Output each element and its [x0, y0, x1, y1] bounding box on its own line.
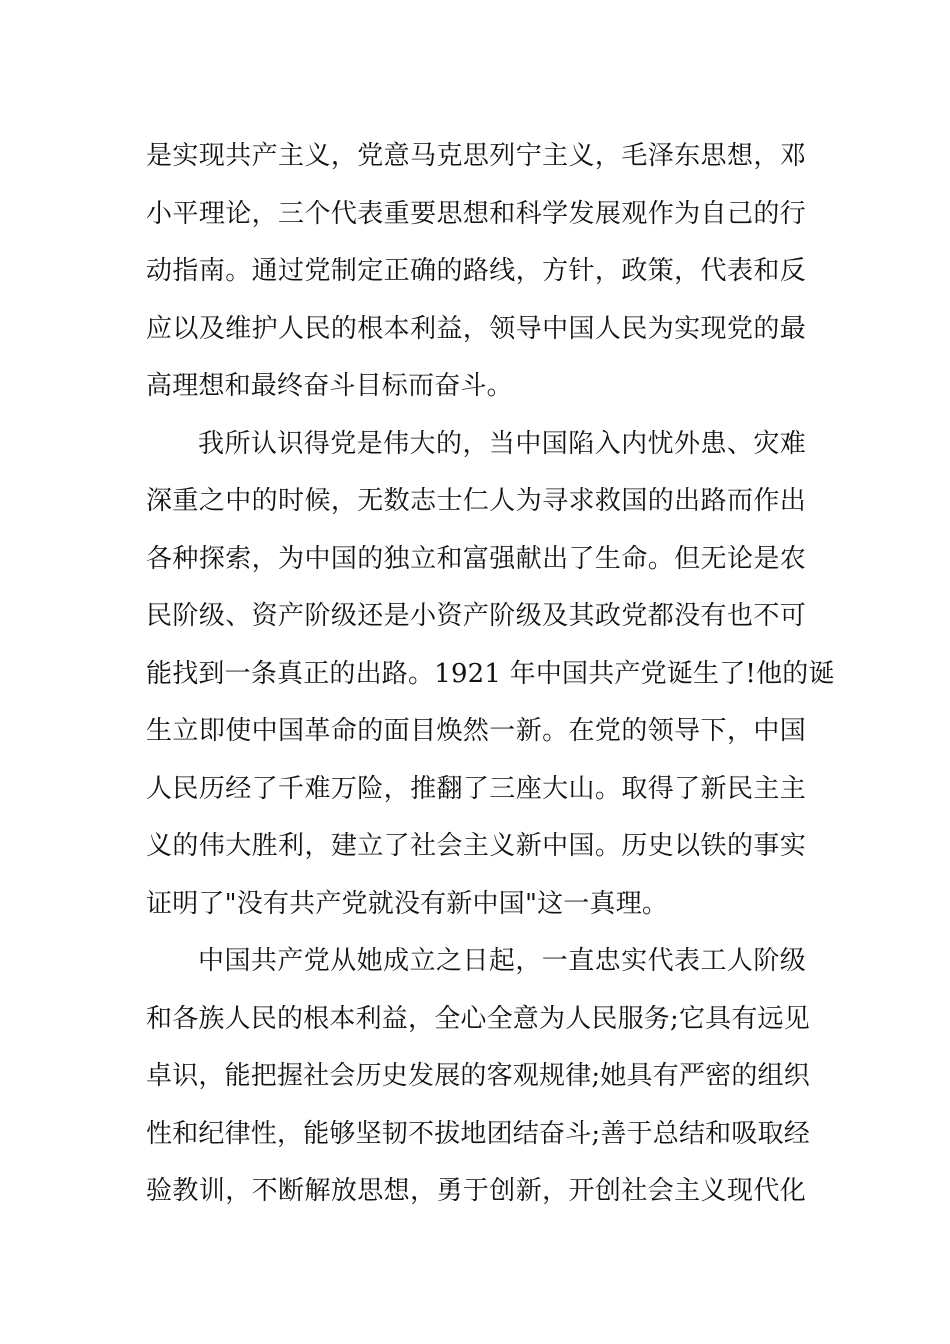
paragraph-2-line-5: 能找到一条真正的出路。1921 年中国共产党诞生了!他的诞 [146, 658, 835, 689]
paragraph-1-line-1: 是实现共产主义，党意马克思列宁主义，毛泽东思想，邓 [146, 141, 806, 171]
paragraph-2-line-8: 义的伟大胜利，建立了社会主义新中国。历史以铁的事实 [146, 831, 806, 861]
paragraph-3-line-5: 验教训，不断解放思想，勇于创新，开创社会主义现代化 [146, 1176, 806, 1206]
paragraph-3-line-2: 和各族人民的根本利益，全心全意为人民服务;它具有远见 [146, 1003, 810, 1034]
paragraph-2-line-7: 人民历经了千难万险，推翻了三座大山。取得了新民主主 [146, 773, 806, 804]
paragraph-3-line-1: 中国共产党从她成立之日起，一直忠实代表工人阶级 [198, 946, 806, 976]
paragraph-1-line-3: 动指南。通过党制定正确的路线，方针，政策，代表和反 [146, 256, 806, 286]
paragraph-1-line-2: 小平理论，三个代表重要思想和科学发展观作为自己的行 [146, 198, 806, 229]
paragraph-2-line-4: 民阶级、资产阶级还是小资产阶级及其政党都没有也不可 [146, 601, 806, 631]
paragraph-2-line-2: 深重之中的时候，无数志士仁人为寻求救国的出路而作出 [146, 486, 806, 516]
paragraph-3-line-4: 性和纪律性，能够坚韧不拔地团结奋斗;善于总结和吸取经 [146, 1118, 810, 1149]
paragraph-1-line-5: 高理想和最终奋斗目标而奋斗。 [146, 371, 513, 401]
paragraph-2-line-1: 我所认识得党是伟大的，当中国陷入内忧外患、灾难 [198, 428, 806, 459]
paragraph-2-line-9: 证明了"没有共产党就没有新中国"这一真理。 [146, 888, 669, 919]
paragraph-3-line-3: 卓识，能把握社会历史发展的客观规律;她具有严密的组织 [146, 1061, 810, 1091]
paragraph-1-line-4: 应以及维护人民的根本利益，领导中国人民为实现党的最 [146, 313, 806, 344]
document-body [146, 128, 835, 1221]
paragraph-2-line-3: 各种探索，为中国的独立和富强献出了生命。但无论是农 [146, 543, 806, 574]
paragraph-2-line-6: 生立即使中国革命的面目焕然一新。在党的领导下，中国 [146, 716, 806, 746]
